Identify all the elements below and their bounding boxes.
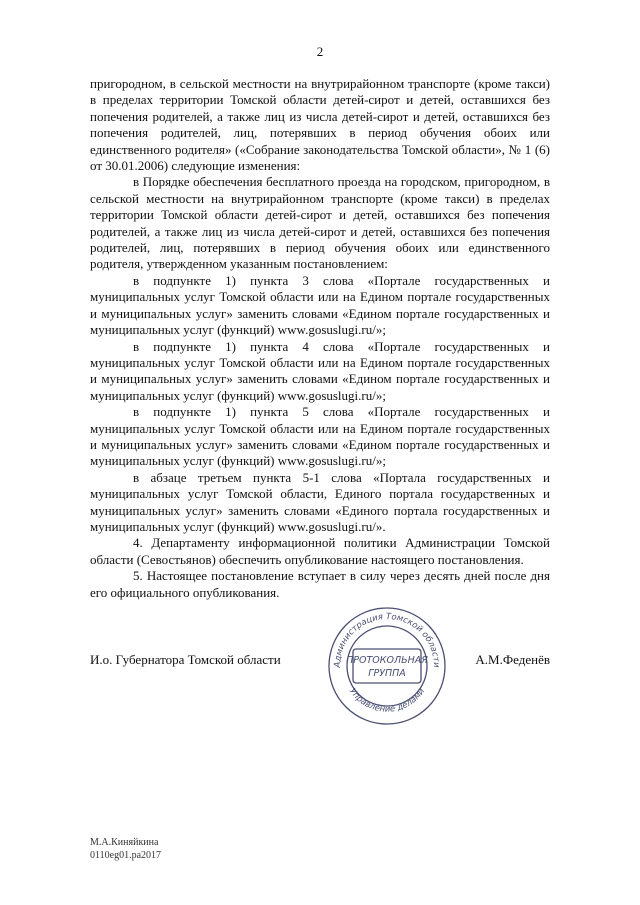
signer-position: И.о. Губернатора Томской области [90, 652, 281, 667]
paragraph-item-5-1: в абзаце третьем пункта 5-1 слова «Портала государственных и муниципальных услуг Томской области, Единого портала государственных и муниципальных услуг» заменить словами «Единого портала государственных и муниципальных услуг (функций) www.gosuslugi.ru/». [90, 469, 550, 534]
paragraph-item-4: в подпункте 1) пункта 4 слова «Портале государственных и муниципальных услуг Томской области или на Едином портале государственных и муниципальных услуг» заменить словами «Едином портале государственных и муниципальных услуг (функций) www.gosuslugi.ru/»; [90, 338, 550, 403]
signer-name: А.М.Феденёв [475, 652, 550, 667]
stamp-box-line1: ПРОТОКОЛЬНАЯ [346, 655, 428, 666]
stamp-text-top: Администрация Томской области [332, 611, 442, 668]
executor-name: М.А.Киняйкина [90, 837, 159, 848]
paragraph-point-4: 4. Департаменту информационной политики Администрации Томской области (Севостьянов) обеспечить опубликование настоящего постановления. [90, 535, 550, 567]
paragraph-continuation: пригородном, в сельской местности на внутрирайонном транспорте (кроме такси) в пределах территории Томской области детей-сирот и детей, оставшихся без попечения родителей, а также лиц из числа детей-сирот и детей, оставшихся без попечения родителей, лиц, потерявших в период обучения обоих или единственного родителя» («Собрание законодательства Томской области», № 1 (6) от 30.01.2006) следующие изменения: [90, 76, 550, 174]
paragraph-point-5: 5. Настоящее постановление вступает в силу через десять дней после дня его официального опубликования. [90, 568, 550, 600]
stamp-seal [326, 605, 448, 727]
paragraph-item-5: в подпункте 1) пункта 5 слова «Портале государственных и муниципальных услуг Томской области или на Едином портале государственных и муниципальных услуг» заменить словами «Едином портале государственных и муниципальных услуг (функций) www.gosuslugi.ru/»; [90, 404, 550, 469]
document-code: 0110eg01.pa2017 [90, 850, 162, 861]
paragraph-item-3: в подпункте 1) пункта 3 слова «Портале государственных и муниципальных услуг Томской области или на Едином портале государственных и муниципальных услуг» заменить словами «Едином портале государственных и муниципальных услуг (функций) www.gosuslugi.ru/»; [90, 272, 550, 338]
stamp-box-line2: ГРУППА [368, 668, 406, 679]
stamp-text-bottom: Управление делами [346, 686, 428, 715]
page-number: 2 [316, 44, 324, 59]
document-body [90, 76, 550, 601]
paragraph-procedure: в Порядке обеспечения бесплатного проезда на городском, пригородном, в сельской местности на внутрирайонном транспорте (кроме такси) в пределах территории Томской области детей-сирот и детей, оставшихся без попечения родителей, а также лиц из числа детей-сирот и детей, оставшихся без попечения родителей, лиц, потерявших в период обучения обоих или единственного родителя, утвержденном указанным постановлением: [90, 174, 550, 272]
executor-info [90, 836, 161, 862]
